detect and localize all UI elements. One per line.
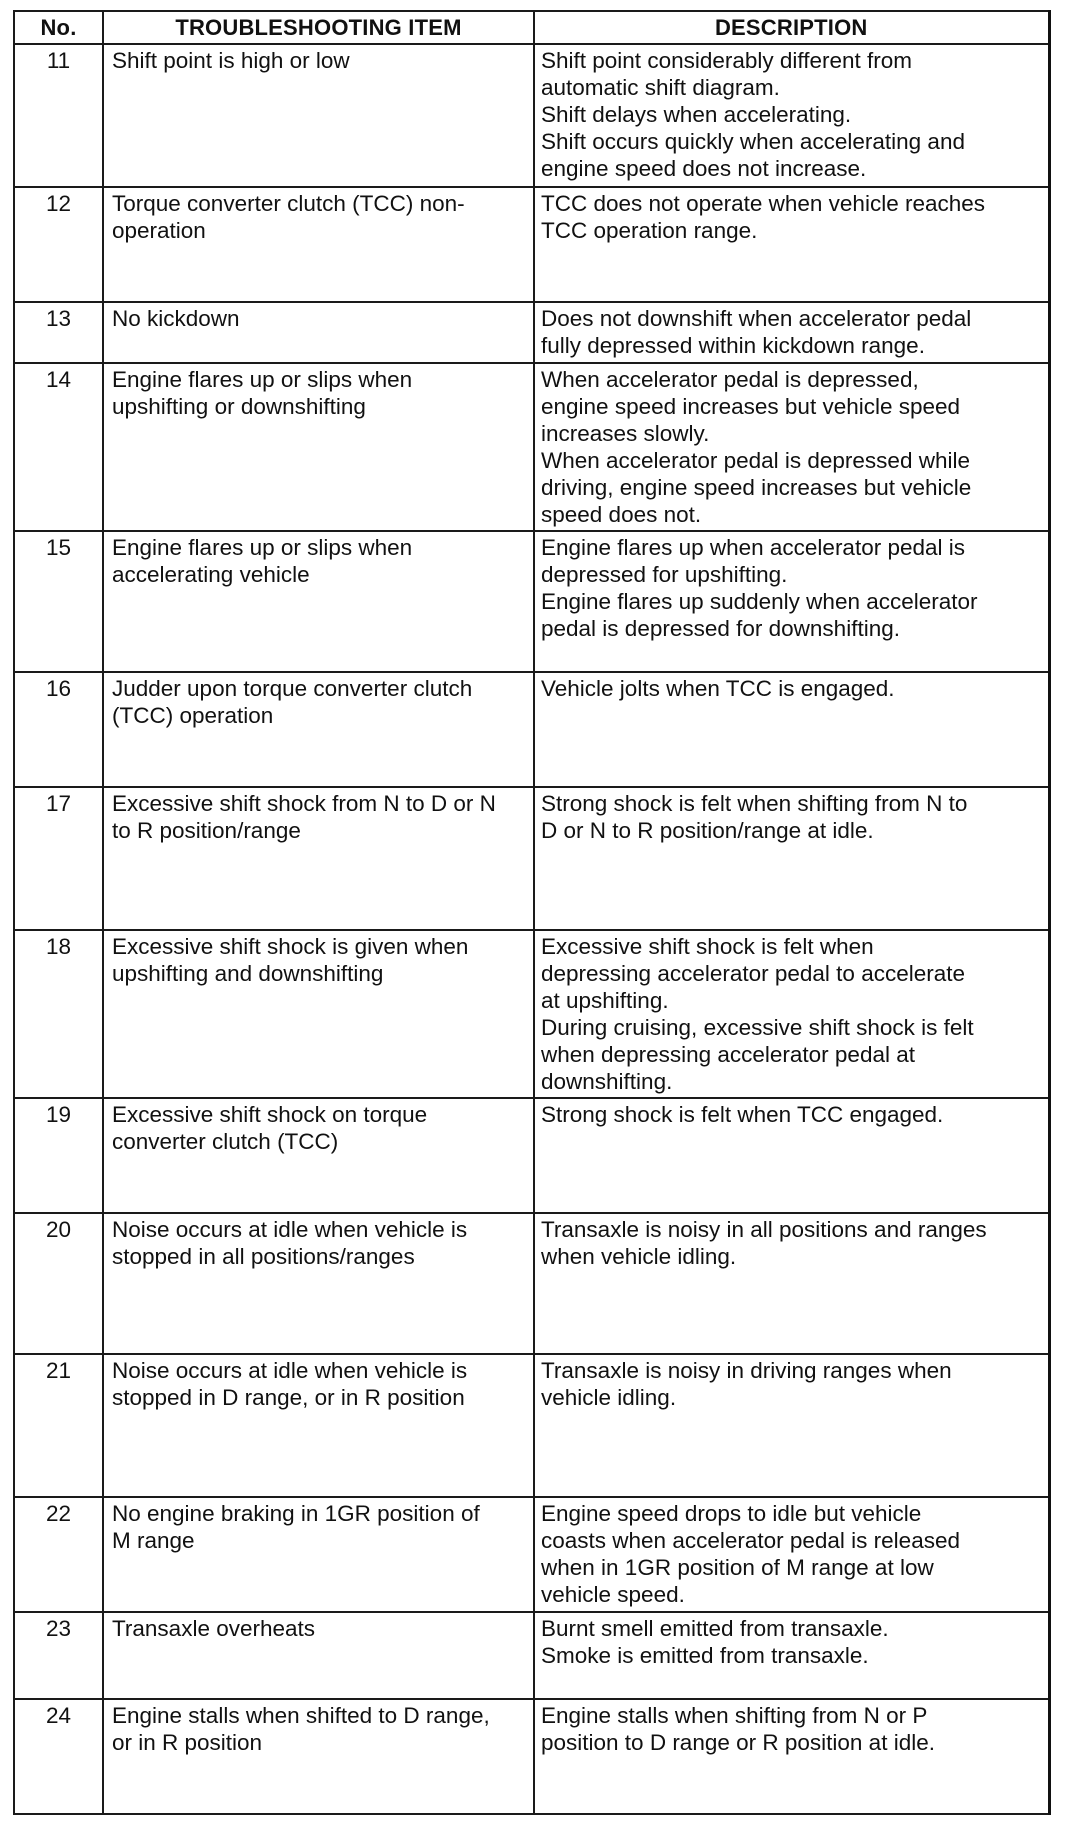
item-line: Noise occurs at idle when vehicle is xyxy=(112,1358,468,1383)
table-row xyxy=(14,672,1049,787)
table-row xyxy=(14,187,1049,302)
table-row xyxy=(14,363,1049,531)
row-number: 18 xyxy=(14,930,103,1098)
description-line: Transaxle is noisy in all positions and ranges xyxy=(541,1217,987,1242)
troubleshooting-item xyxy=(103,672,534,787)
description xyxy=(534,531,1049,672)
table-row xyxy=(14,1699,1049,1814)
troubleshooting-item xyxy=(103,1098,534,1213)
item-line: Engine flares up or slips when xyxy=(112,367,413,392)
description-line: coasts when accelerator pedal is released xyxy=(541,1528,960,1553)
troubleshooting-item xyxy=(103,363,534,531)
item-line: Excessive shift shock on torque xyxy=(112,1102,428,1127)
table-row xyxy=(14,930,1049,1098)
description xyxy=(534,787,1049,930)
item-line: upshifting and downshifting xyxy=(112,961,384,986)
troubleshooting-item xyxy=(103,787,534,930)
row-number: 11 xyxy=(14,44,103,187)
item-line: Noise occurs at idle when vehicle is xyxy=(112,1217,468,1242)
row-number: 15 xyxy=(14,531,103,672)
description-line: Vehicle jolts when TCC is engaged. xyxy=(541,676,895,701)
header-row xyxy=(14,11,1049,44)
description-line: TCC does not operate when vehicle reaches xyxy=(541,191,986,216)
item-line: M range xyxy=(112,1528,195,1553)
description xyxy=(534,1098,1049,1213)
description-line: Excessive shift shock is felt when xyxy=(541,934,874,959)
description-line: fully depressed within kickdown range. xyxy=(541,333,925,358)
description-line: vehicle speed. xyxy=(541,1582,685,1607)
item-line: Judder upon torque converter clutch xyxy=(112,676,473,701)
description-line: downshifting. xyxy=(541,1069,673,1094)
troubleshooting-item xyxy=(103,1699,534,1814)
troubleshooting-sheet xyxy=(13,10,1048,1815)
description xyxy=(534,187,1049,302)
troubleshooting-item xyxy=(103,930,534,1098)
item-line: upshifting or downshifting xyxy=(112,394,366,419)
troubleshooting-table xyxy=(13,10,1051,1815)
description-line: Transaxle is noisy in driving ranges when xyxy=(541,1358,952,1383)
description-line: When accelerator pedal is depressed, xyxy=(541,367,919,392)
item-line: Excessive shift shock from N to D or N xyxy=(112,791,496,816)
item-line: converter clutch (TCC) xyxy=(112,1129,339,1154)
item-line: Transaxle overheats xyxy=(112,1616,316,1641)
row-number: 21 xyxy=(14,1354,103,1497)
troubleshooting-item xyxy=(103,302,534,363)
item-line: or in R position xyxy=(112,1730,263,1755)
description-line: vehicle idling. xyxy=(541,1385,677,1410)
troubleshooting-item xyxy=(103,1497,534,1612)
row-number: 12 xyxy=(14,187,103,302)
description-line: Strong shock is felt when shifting from N to xyxy=(541,791,968,816)
item-line: Shift point is high or low xyxy=(112,48,350,73)
item-line: Engine flares up or slips when xyxy=(112,535,413,560)
item-line: No kickdown xyxy=(112,306,240,331)
description-line: depressed for upshifting. xyxy=(541,562,788,587)
table-row xyxy=(14,1497,1049,1612)
description-line: When accelerator pedal is depressed while xyxy=(541,448,970,473)
description xyxy=(534,363,1049,531)
description-line: Engine flares up suddenly when accelerator xyxy=(541,589,978,614)
table-body xyxy=(14,44,1049,1814)
row-number: 22 xyxy=(14,1497,103,1612)
description xyxy=(534,1699,1049,1814)
description-line: D or N to R position/range at idle. xyxy=(541,818,874,843)
row-number: 13 xyxy=(14,302,103,363)
item-line: No engine braking in 1GR position of xyxy=(112,1501,480,1526)
description-line: Burnt smell emitted from transaxle. xyxy=(541,1616,889,1641)
row-number: 20 xyxy=(14,1213,103,1354)
table-row xyxy=(14,787,1049,930)
description-line: Engine flares up when accelerator pedal is xyxy=(541,535,966,560)
description-line: engine speed does not increase. xyxy=(541,156,867,181)
table-row xyxy=(14,1354,1049,1497)
description-line: TCC operation range. xyxy=(541,218,758,243)
description xyxy=(534,44,1049,187)
row-number: 16 xyxy=(14,672,103,787)
description-line: position to D range or R position at idle. xyxy=(541,1730,935,1755)
description-line: Does not downshift when accelerator pedal xyxy=(541,306,972,331)
description-line: Engine speed drops to idle but vehicle xyxy=(541,1501,922,1526)
description xyxy=(534,1213,1049,1354)
description-line: Smoke is emitted from transaxle. xyxy=(541,1643,869,1668)
description-line: Shift delays when accelerating. xyxy=(541,102,852,127)
description xyxy=(534,930,1049,1098)
header-description: DESCRIPTION xyxy=(534,11,1049,44)
description-line: depressing accelerator pedal to accelerate xyxy=(541,961,966,986)
item-line: stopped in D range, or in R position xyxy=(112,1385,465,1410)
description xyxy=(534,672,1049,787)
description-line: During cruising, excessive shift shock is felt xyxy=(541,1015,974,1040)
description xyxy=(534,1497,1049,1612)
item-line: Excessive shift shock is given when xyxy=(112,934,469,959)
item-line: Torque converter clutch (TCC) non- xyxy=(112,191,465,216)
description-line: at upshifting. xyxy=(541,988,669,1013)
description-line: speed does not. xyxy=(541,502,702,527)
table-row xyxy=(14,44,1049,187)
description-line: when in 1GR position of M range at low xyxy=(541,1555,934,1580)
description-line: Engine stalls when shifting from N or P xyxy=(541,1703,928,1728)
item-line: stopped in all positions/ranges xyxy=(112,1244,415,1269)
description-line: when depressing accelerator pedal at xyxy=(541,1042,915,1067)
table-row xyxy=(14,531,1049,672)
row-number: 23 xyxy=(14,1612,103,1699)
row-number: 19 xyxy=(14,1098,103,1213)
description-line: Strong shock is felt when TCC engaged. xyxy=(541,1102,944,1127)
description-line: Shift occurs quickly when accelerating and xyxy=(541,129,965,154)
item-line: Engine stalls when shifted to D range, xyxy=(112,1703,490,1728)
item-line: accelerating vehicle xyxy=(112,562,310,587)
description-line: driving, engine speed increases but vehicle xyxy=(541,475,972,500)
item-line: to R position/range xyxy=(112,818,301,843)
description-line: increases slowly. xyxy=(541,421,710,446)
description-line: automatic shift diagram. xyxy=(541,75,780,100)
row-number: 24 xyxy=(14,1699,103,1814)
table-row xyxy=(14,1098,1049,1213)
troubleshooting-item xyxy=(103,44,534,187)
description xyxy=(534,1354,1049,1497)
troubleshooting-item xyxy=(103,1612,534,1699)
table-row xyxy=(14,302,1049,363)
troubleshooting-item xyxy=(103,531,534,672)
description xyxy=(534,1612,1049,1699)
row-number: 17 xyxy=(14,787,103,930)
header-no: No. xyxy=(14,11,103,44)
description-line: when vehicle idling. xyxy=(541,1244,737,1269)
troubleshooting-item xyxy=(103,187,534,302)
description-line: Shift point considerably different from xyxy=(541,48,913,73)
troubleshooting-item xyxy=(103,1354,534,1497)
table-row xyxy=(14,1213,1049,1354)
description xyxy=(534,302,1049,363)
troubleshooting-item xyxy=(103,1213,534,1354)
header-troubleshooting-item: TROUBLESHOOTING ITEM xyxy=(103,11,534,44)
row-number: 14 xyxy=(14,363,103,531)
item-line: (TCC) operation xyxy=(112,703,274,728)
description-line: pedal is depressed for downshifting. xyxy=(541,616,900,641)
item-line: operation xyxy=(112,218,206,243)
description-line: engine speed increases but vehicle speed xyxy=(541,394,961,419)
table-row xyxy=(14,1612,1049,1699)
